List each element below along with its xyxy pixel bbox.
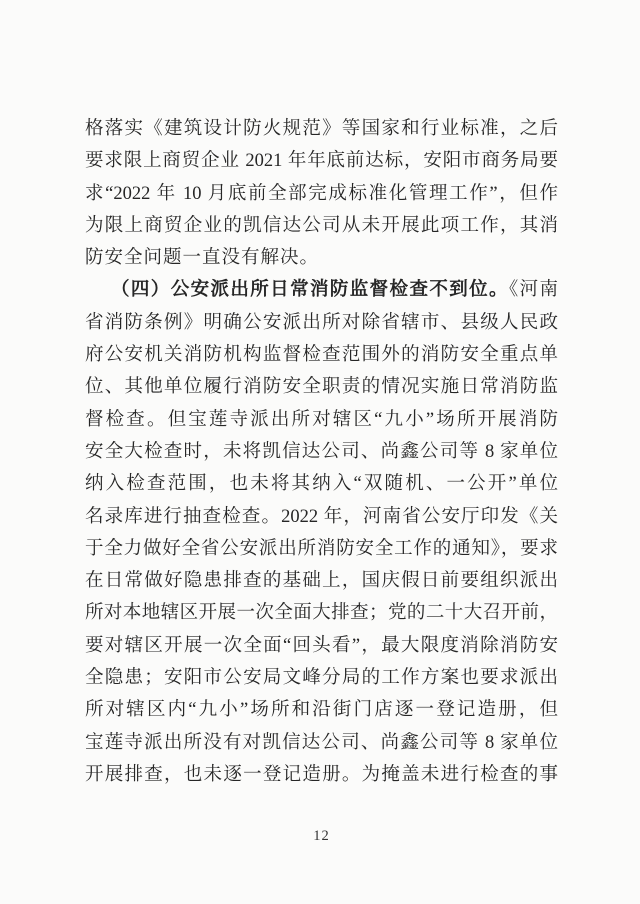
text-line: 省消防条例》明确公安派出所对除省辖市、县级人民政 xyxy=(85,312,558,333)
text-line: 在日常做好隐患排查的基础上，国庆假日前要组织派出 xyxy=(85,571,558,592)
text-line: 府公安机关消防机构监督检查范围外的消防安全重点单 xyxy=(85,345,558,366)
text-line: 于全力做好全省公安派出所消防安全工作的通知》，要求 xyxy=(85,538,558,559)
text-line: 督检查。但宝莲寺派出所对辖区“九小”场所开展消防 xyxy=(85,409,558,430)
text-line: 为限上商贸企业的凯信达公司从未开展此项工作，其消 xyxy=(85,215,558,236)
paragraph-section-four xyxy=(85,274,558,791)
section-four-heading-rest: 《河南 xyxy=(508,280,558,301)
section-four-heading: （四）公安派出所日常消防监督检查不到位。 xyxy=(111,280,509,301)
text-line: 格落实《建筑设计防火规范》等国家和行业标准，之后 xyxy=(85,119,558,139)
text-line: 纳入检查范围，也未将其纳入“双随机、一公开”单位 xyxy=(85,474,558,495)
text-line: 求“2022 年 10 月底前全部完成标准化管理工作”，但作 xyxy=(85,183,558,204)
page-number: 12 xyxy=(313,828,330,844)
paragraph-continuation xyxy=(85,113,558,274)
text-line: 要求限上商贸企业 2021 年年底前达标，安阳市商务局要 xyxy=(85,151,558,172)
text-line: 所对本地辖区开展一次全面大排查；党的二十大召开前， xyxy=(85,603,558,624)
text-line: 安全大检查时，未将凯信达公司、尚鑫公司等 8 家单位 xyxy=(85,441,558,462)
text-line: 位、其他单位履行消防安全职责的情况实施日常消防监 xyxy=(85,377,558,398)
section-heading-line xyxy=(85,274,558,306)
text-line: 所对辖区内“九小”场所和沿街门店逐一登记造册，但 xyxy=(85,700,558,721)
text-line: 防安全问题一直没有解决。 xyxy=(85,248,320,269)
document-text xyxy=(85,113,558,791)
text-line: 开展排查，也未逐一登记造册。为掩盖未进行检查的事 xyxy=(85,764,558,785)
text-line: 要对辖区开展一次全面“回头看”，最大限度消除消防安 xyxy=(85,635,558,656)
text-line: 名录库进行抽查检查。2022 年，河南省公安厅印发《关 xyxy=(85,506,558,527)
text-line: 宝莲寺派出所没有对凯信达公司、尚鑫公司等 8 家单位 xyxy=(85,732,558,753)
text-line: 全隐患；安阳市公安局文峰分局的工作方案也要求派出 xyxy=(85,668,558,689)
